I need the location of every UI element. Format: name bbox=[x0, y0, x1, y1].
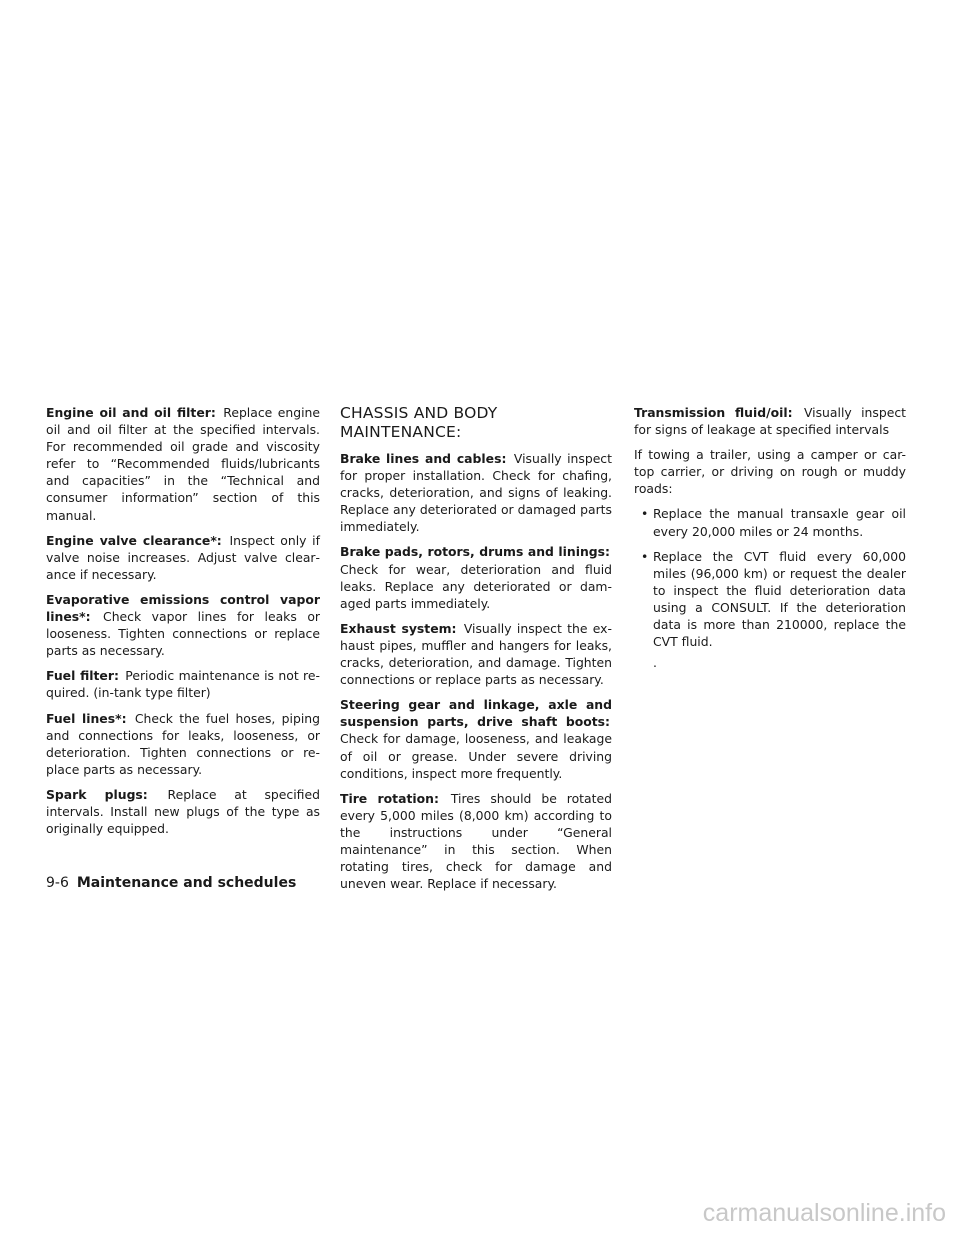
term-brake-pads: Brake pads, rotors, drums and linings: bbox=[340, 544, 610, 560]
paragraph-brake-lines bbox=[340, 450, 612, 535]
list-item bbox=[634, 548, 906, 651]
text-fuel-lines: Check the fuel hoses, piping and connections for leaks, looseness, or deterioration. Tighten connections or replace parts as necessary. bbox=[46, 710, 320, 777]
page-footer bbox=[46, 874, 296, 892]
watermark: carmanualsonline.info bbox=[702, 1199, 946, 1227]
text-brake-lines: Visually inspect for proper installation. Check for chafing, cracks, deterioration, and signs of leaking. Replace any deteriorated or damaged parts immediately. bbox=[340, 451, 612, 535]
bullet-icon: • bbox=[641, 548, 649, 564]
text-brake-pads: Check for wear, deterioration and fluid leaks. Replace any deteriorated or damaged parts immediately. bbox=[340, 561, 612, 611]
paragraph-fuel-filter bbox=[46, 667, 320, 701]
paragraph-exhaust bbox=[340, 620, 612, 688]
term-spark-plugs: Spark plugs: bbox=[46, 786, 148, 802]
paragraph-steering bbox=[340, 696, 612, 781]
towing-bullet-list bbox=[634, 505, 906, 650]
bullet-text: Replace the CVT fluid every 60,000 miles (96,000 km) or request the dealer to inspect the fluid deterioration data using a CONSULT. If the deterioration data is more than 210000, replace the CVT fluid. bbox=[653, 548, 906, 650]
paragraph-evap-lines bbox=[46, 591, 320, 659]
trailing-period: . bbox=[653, 655, 657, 671]
text-evap-lines: Check vapor lines for leaks or looseness. Tighten connections or replace parts as necessary. bbox=[46, 609, 320, 659]
term-brake-lines: Brake lines and cables: bbox=[340, 451, 507, 466]
paragraph-tire-rotation bbox=[340, 790, 612, 893]
text-steering: Check for damage, looseness, and leakage of oil or grease. Under severe driving conditions, inspect more frequently. bbox=[340, 731, 612, 781]
paragraph-transmission-fluid bbox=[634, 404, 906, 438]
term-fuel-filter: Fuel filter: bbox=[46, 668, 119, 684]
towing-intro: If towing a trailer, using a camper or car-top carrier, or driving on rough or muddy roads: bbox=[634, 447, 906, 497]
text-exhaust: Visually inspect the exhaust pipes, muffler and hangers for leaks, cracks, deterioration, and damage. Tighten connections or replace parts as necessary. bbox=[340, 620, 612, 688]
paragraph-brake-pads bbox=[340, 543, 612, 611]
text-engine-oil: Replace engine oil and oil filter at the specified intervals. For recommended oil grade and viscosity refer to “Recommended fluids/lubricants and capacities” in the “Technical and consumer information” section of this manual. bbox=[46, 405, 320, 523]
paragraph-fuel-lines bbox=[46, 710, 320, 778]
text-transmission-fluid: Visually inspect for signs of leakage at specified intervals bbox=[634, 405, 906, 438]
footer-section-title: Maintenance and schedules bbox=[76, 875, 297, 891]
term-engine-oil: Engine oil and oil filter: bbox=[46, 405, 216, 420]
term-steering: Steering gear and linkage, axle and suspension parts, drive shaft boots: bbox=[340, 697, 612, 730]
term-transmission-fluid: Transmission fluid/oil: bbox=[634, 405, 793, 420]
bullet-icon: • bbox=[641, 506, 649, 522]
term-valve-clearance: Engine valve clearance*: bbox=[46, 532, 222, 548]
section-heading: CHASSIS AND BODY MAINTENANCE: bbox=[340, 404, 498, 441]
middle-column bbox=[340, 404, 612, 900]
paragraph-valve-clearance bbox=[46, 532, 320, 583]
left-column bbox=[46, 404, 320, 845]
paragraph-engine-oil bbox=[46, 404, 320, 524]
term-fuel-lines: Fuel lines*: bbox=[46, 710, 127, 726]
bullet-text: Replace the manual transaxle gear oil every 20,000 miles or 24 months. bbox=[653, 506, 906, 539]
term-tire-rotation: Tire rotation: bbox=[340, 790, 439, 806]
term-evap-lines: Evaporative emissions control vapor lines*: bbox=[46, 591, 320, 625]
text-spark-plugs: Replace at specified intervals. Install new plugs of the type as originally equipped. bbox=[46, 786, 320, 837]
text-valve-clearance: Inspect only if valve noise increases. Adjust valve clearance if necessary. bbox=[46, 532, 320, 582]
right-column bbox=[634, 404, 906, 671]
page-number: 9-6 bbox=[46, 875, 69, 891]
text-fuel-filter: Periodic maintenance is not required. (in-tank type filter) bbox=[46, 668, 320, 701]
text-tire-rotation: Tires should be rotated every 5,000 miles (8,000 km) according to the instructions under “General maintenance” in this section. When rotating tires, check for damage and uneven wear. Replace if necessary. bbox=[340, 790, 612, 892]
list-item bbox=[634, 505, 906, 539]
paragraph-spark-plugs bbox=[46, 786, 320, 837]
term-exhaust: Exhaust system: bbox=[340, 620, 457, 636]
